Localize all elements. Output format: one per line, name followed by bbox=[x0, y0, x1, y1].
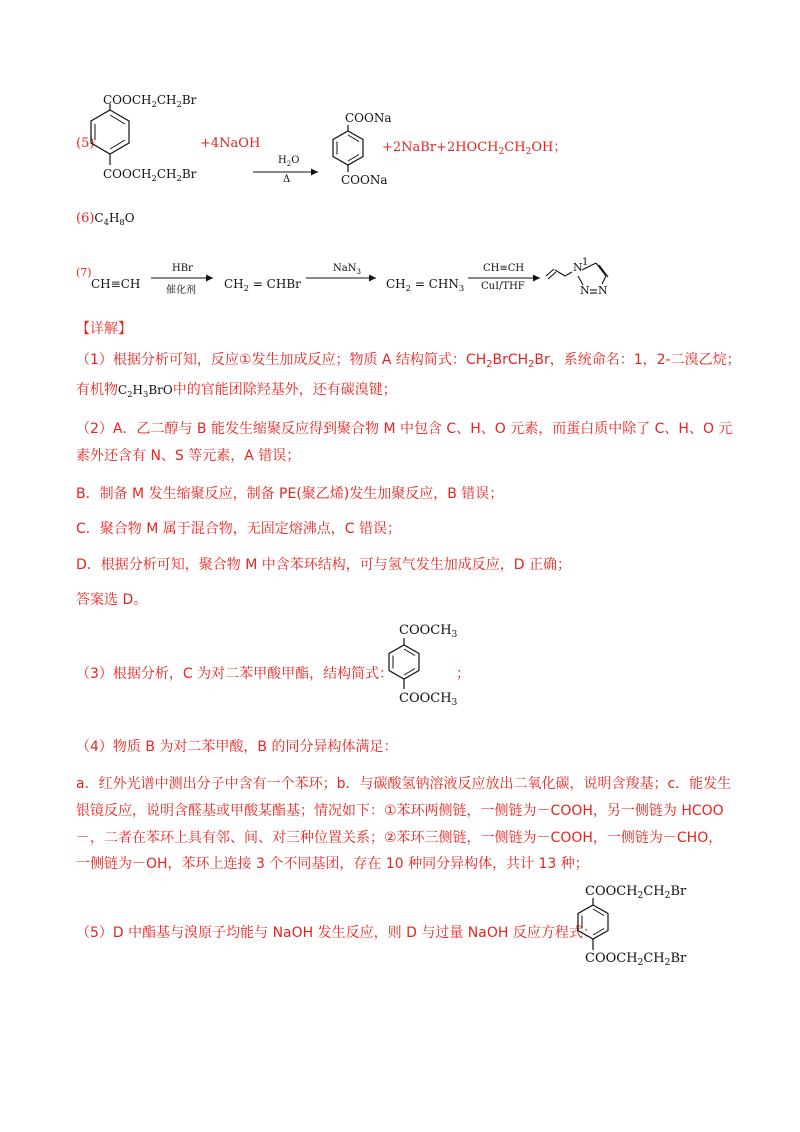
explanation-5-top-group: $COOCH_2CH_2Br$ bbox=[585, 884, 687, 901]
explanation-a-line-3: －，二者在苯环上具有邻、间、对三种位置关系；②苯环三侧链，一侧链为－COOH，一侧链为－CHO， bbox=[76, 830, 723, 846]
q7-triazole-n2: N bbox=[580, 284, 590, 297]
explanation-1-suffix: 中的官能团除羟基外，还有碳溴键； bbox=[172, 382, 397, 398]
detail-heading: 【详解】 bbox=[76, 321, 132, 337]
q5-reagent: +4NaOH bbox=[200, 136, 261, 151]
explanation-2-line-2: 素外还含有 N、S 等元素，A 错误； bbox=[76, 448, 301, 464]
explanation-option-b: B．制备 M 发生缩聚反应，制备 PE(聚乙烯)发生加聚反应，B 错误； bbox=[76, 486, 504, 502]
q5-product-top-group: COONa bbox=[345, 111, 392, 125]
explanation-option-d: D．根据分析可知，聚合物 M 中含苯环结构，可与氢气发生加成反应，D 正确； bbox=[76, 557, 571, 573]
q6-formula: $C_4H_8O$ bbox=[94, 211, 135, 227]
q5-condition-top: $H_2O$ bbox=[278, 155, 300, 168]
q7-intermediate-vinyl-bromide: $CH_2$ = CHBr bbox=[224, 277, 301, 293]
q7-step1-catalyst: 催化剂 bbox=[166, 285, 196, 296]
explanation-5-bottom-group: $COOCH_2CH_2Br$ bbox=[585, 951, 687, 968]
explanation-1-line-1: （1）根据分析可知，反应①发生加成反应；物质 A 结构简式：$CH_2BrCH_2Br$，系统命名：1，2-二溴乙烷； bbox=[76, 352, 741, 370]
explanation-3: （3）根据分析，C 为对二苯甲酸甲酯，结构简式： bbox=[76, 666, 394, 682]
q7-step1-reagent: HBr bbox=[172, 263, 193, 274]
q7-start-acetylene: CH≡CH bbox=[91, 277, 141, 291]
q7-step3-reagent: CH≡CH bbox=[483, 263, 525, 274]
q5-product-bottom-group: COONa bbox=[341, 173, 388, 187]
explanation-5: （5）D 中酯基与溴原子均能与 NaOH 发生反应，则 D 与过量 NaOH 反应方程式： bbox=[76, 925, 597, 941]
q7-number: (7) bbox=[76, 266, 92, 279]
q5-byproducts: $+2NaBr+2HOCH_2CH_2OH$； bbox=[382, 140, 567, 157]
q7-step3-catalyst: CuI/THF bbox=[481, 281, 525, 292]
q5-condition-bottom: Δ bbox=[283, 174, 291, 185]
explanation-a-line-4: 一侧链为－OH，苯环上连接 3 个不同基团，存在 10 种同分异构体，共计 13 种； bbox=[76, 856, 589, 872]
explanation-3-bottom-group: $COOCH_3$ bbox=[399, 691, 458, 708]
q5-number: (5) bbox=[76, 136, 95, 151]
q6-number: (6) bbox=[76, 211, 95, 226]
q7-triazole-position-label: 1 bbox=[582, 257, 589, 268]
explanation-option-c: C．聚合物 M 属于混合物，无固定熔沸点，C 错误； bbox=[76, 521, 401, 537]
explanation-3-top-group: $COOCH_3$ bbox=[399, 623, 458, 640]
explanation-1-prefix: 有机物 bbox=[76, 382, 118, 398]
q7-intermediate-vinyl-azide: $CH_2 = CHN_3$ bbox=[386, 277, 465, 293]
q7-step2-reagent: NaN$_3$ bbox=[333, 263, 361, 276]
explanation-answer-choice: 答案选 D。 bbox=[76, 592, 148, 608]
q7-triazole-n1: N bbox=[573, 261, 583, 274]
q7-triazole-n3: N bbox=[598, 284, 608, 297]
explanation-1-formula: $C_2H_3BrO$ bbox=[118, 383, 173, 399]
q5-reactant-bottom-group: $COOCH_2CH_2Br$ bbox=[103, 167, 197, 183]
explanation-2-line-1: （2）A．乙二醇与 B 能发生缩聚反应得到聚合物 M 中包含 C、H、O 元素，而蛋白质中除了 C、H、O 元 bbox=[76, 421, 733, 437]
explanation-a-line-1: a．红外光谱中测出分子中含有一个苯环；b．与碳酸氢钠溶液反应放出二氧化碳，说明含羧基；c．能发生 bbox=[76, 776, 732, 792]
explanation-4: （4）物质 B 为对二苯甲酸，B 的同分异构体满足： bbox=[76, 739, 398, 755]
q5-reactant-top-group: $COOCH_2CH_2Br$ bbox=[103, 93, 197, 109]
explanation-3-end-mark: ； bbox=[456, 666, 470, 682]
explanation-a-line-2: 银镜反应，说明含醛基或甲酸某酯基；情况如下：①苯环两侧链，一侧链为－COOH，另一侧链为 HCOO bbox=[76, 803, 724, 819]
